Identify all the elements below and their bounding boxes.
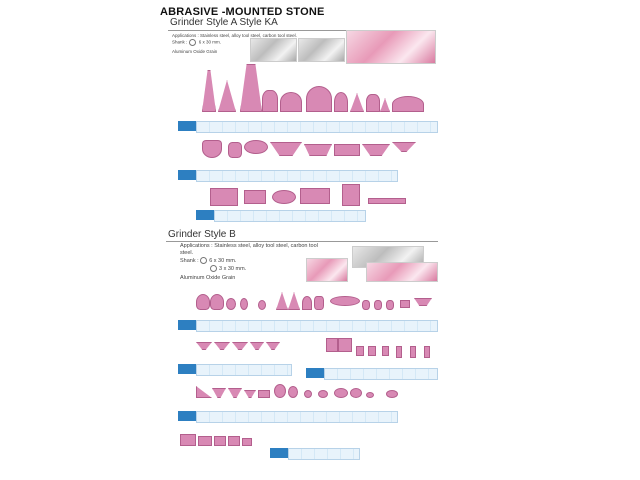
mounted-stone <box>338 338 352 352</box>
mounted-stone <box>300 188 330 204</box>
size-table <box>288 448 360 460</box>
product-photo <box>298 38 345 62</box>
applications-text: Stainless steel, alloy tool steel, carbon tool steel. <box>200 33 297 38</box>
mounted-stone <box>270 142 302 156</box>
mounted-stone <box>392 142 416 152</box>
section-b-divider <box>166 241 438 242</box>
product-photo <box>346 30 436 64</box>
product-photo <box>250 38 297 62</box>
mounted-stone <box>228 436 240 446</box>
stone-codes <box>194 313 438 319</box>
table-label <box>270 448 288 458</box>
mounted-stone <box>218 80 236 112</box>
mounted-stone <box>242 438 252 446</box>
product-photo <box>306 258 348 282</box>
mounted-stone <box>368 346 376 356</box>
mounted-stone <box>240 64 262 112</box>
mounted-stone <box>306 86 332 112</box>
mounted-stone <box>396 346 402 358</box>
mounted-stone <box>196 386 212 398</box>
mounted-stone <box>196 342 212 350</box>
mounted-stone <box>180 434 196 446</box>
shank-label: Shank : <box>180 257 199 264</box>
size-table <box>196 364 292 376</box>
mounted-stone <box>226 298 236 310</box>
applications-label: Applications : <box>172 33 199 38</box>
mounted-stone <box>262 90 278 112</box>
mounted-stone <box>196 294 210 310</box>
mounted-stone <box>266 342 280 350</box>
radio-icon <box>189 39 196 46</box>
stone-codes <box>180 456 270 462</box>
mounted-stone <box>258 300 266 310</box>
size-table <box>214 210 366 222</box>
size-table <box>196 121 438 133</box>
table-label <box>178 364 196 374</box>
radio-icon <box>200 257 207 264</box>
mounted-stone <box>232 342 248 350</box>
mounted-stone <box>392 96 424 112</box>
mounted-stone <box>280 92 302 112</box>
mounted-stone <box>202 70 216 112</box>
shank-value: 6 x 30 mm. <box>198 39 222 45</box>
mounted-stone <box>330 296 360 306</box>
mounted-stone <box>414 298 432 306</box>
mounted-stone <box>362 144 390 156</box>
mounted-stone <box>386 390 398 398</box>
mounted-stone <box>334 92 348 112</box>
radio-icon <box>210 265 217 272</box>
mounted-stone <box>334 144 360 156</box>
mounted-stone <box>288 292 300 310</box>
grain-label: Aluminum Oxide Grain <box>180 274 236 281</box>
mounted-stone <box>302 296 312 310</box>
mounted-stone <box>214 342 230 350</box>
table-label <box>196 210 214 220</box>
table-label <box>178 320 196 330</box>
mounted-stone <box>250 342 264 350</box>
mounted-stone <box>368 198 406 204</box>
shank-label: Shank : <box>172 39 188 45</box>
mounted-stone <box>374 300 382 310</box>
mounted-stone <box>210 188 238 206</box>
mounted-stone <box>342 184 360 206</box>
mounted-stone <box>212 388 226 398</box>
mounted-stone <box>366 94 380 112</box>
mounted-stone <box>362 300 370 310</box>
mounted-stone <box>244 140 268 154</box>
section-a-title: Grinder Style A Style KA <box>170 17 278 28</box>
mounted-stone <box>350 93 364 112</box>
mounted-stone <box>400 300 410 308</box>
mounted-stone <box>288 386 298 398</box>
table-label <box>178 121 196 131</box>
applications-label: Applications : <box>180 243 213 249</box>
stone-codes <box>194 357 314 363</box>
mounted-stone <box>228 142 242 158</box>
mounted-stone <box>202 140 222 158</box>
mounted-stone <box>244 390 256 398</box>
mounted-stone <box>410 346 416 358</box>
shank-option: 3 x 30 mm. <box>219 265 247 272</box>
mounted-stone <box>214 436 226 446</box>
page-title: ABRASIVE -MOUNTED STONE <box>160 6 325 18</box>
shank-option: 6 x 30 mm. <box>209 257 237 264</box>
size-table <box>196 320 438 332</box>
table-label <box>178 170 196 180</box>
table-label <box>178 411 196 421</box>
size-table <box>324 368 438 380</box>
mounted-stone <box>244 190 266 204</box>
mounted-stone <box>386 300 394 310</box>
mounted-stone <box>366 392 374 398</box>
mounted-stone <box>228 388 242 398</box>
size-table <box>196 170 398 182</box>
mounted-stone <box>276 292 288 310</box>
mounted-stone <box>380 98 390 112</box>
mounted-stone <box>424 346 430 358</box>
table-label <box>306 368 324 378</box>
mounted-stone <box>356 346 364 356</box>
mounted-stone <box>210 294 224 310</box>
mounted-stone <box>326 338 338 352</box>
mounted-stone <box>350 388 362 398</box>
product-photo <box>366 262 438 282</box>
stone-codes <box>202 113 436 119</box>
applications-text: Stainless steel, alloy tool steel, carbon tool steel. <box>180 243 318 256</box>
grain-label: Aluminum Oxide Grain <box>172 49 218 54</box>
mounted-stone <box>382 346 389 356</box>
mounted-stone <box>304 390 312 398</box>
mounted-stone <box>318 390 328 398</box>
mounted-stone <box>258 390 270 398</box>
mounted-stone <box>334 388 348 398</box>
section-b-title: Grinder Style B <box>168 229 236 240</box>
mounted-stone <box>272 190 296 204</box>
mounted-stone <box>304 144 332 156</box>
mounted-stone <box>198 436 212 446</box>
mounted-stone <box>274 384 286 398</box>
mounted-stone <box>240 298 248 310</box>
mounted-stone <box>314 296 324 310</box>
size-table <box>196 411 398 423</box>
